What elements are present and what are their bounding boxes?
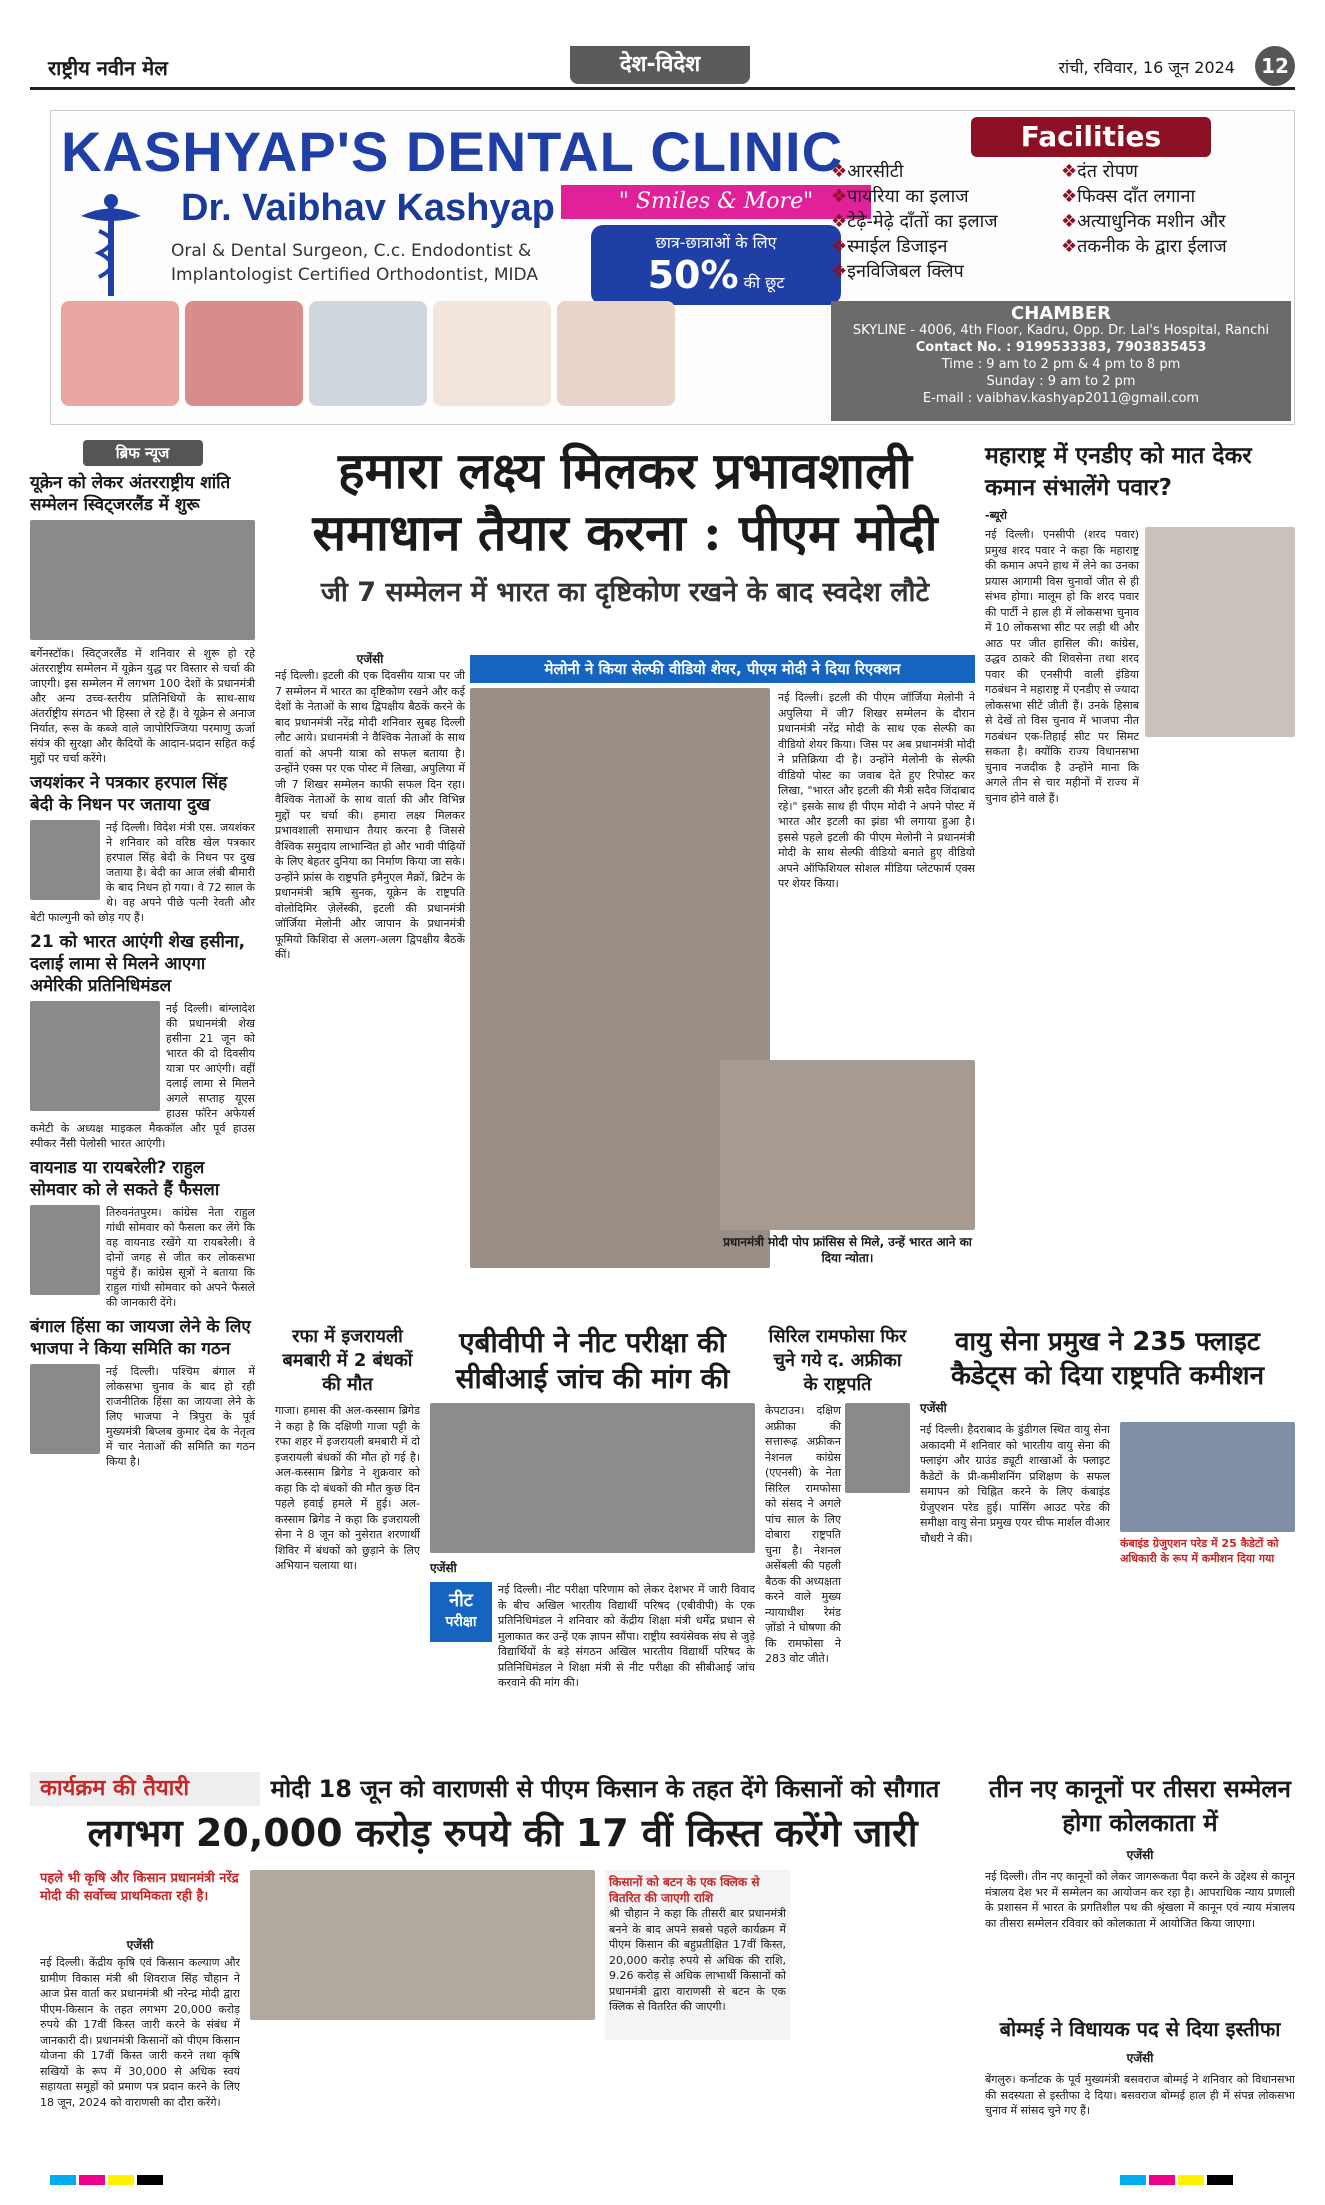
lead-story [275,440,975,609]
rafah-story [275,1325,420,1733]
meloni-strip: मेलोनी ने किया सेल्फी वीडियो शेयर, पीएम मोदी ने दिया रिएक्शन [470,655,975,683]
pm-kisan-side-note: पहले भी कृषि और किसान प्रधानमंत्री नरेंद्र मोदी की सर्वोच्च प्राथमिकता रही है। [40,1871,239,1904]
brief-body: नई दिल्ली। बांग्लादेश की प्रधानमंत्री शेख हसीना 21 जून को भारत की दो दिवसीय यात्रा पर आएंगी। वहीं दलाई लामा से मिलने अगले सप्ताह यूएस हाउस फॉरेन अफेयर्स कमेटी के अध्यक्ष माइकल मैककॉल और पूर्व हाउस स्पीकर नैंसी पेलोसी भारत आएंगी। [30,1002,255,1150]
brief-body: नई दिल्ली। विदेश मंत्री एस. जयशंकर ने शनिवार को वरिष्ठ खेल पत्रकार हरपाल सिंह बेदी के निधन पर दुख जताया है। बेदी का आज लंबी बीमारी के बाद निधन हो गया। वे 72 साल के थे। वह अपने पीछे पत्नी रेवती और बेटी फाल्गुनी को छोड़ गए हैं। [30,821,255,924]
iaf-agency: एजेंसी [920,1401,947,1415]
tagline: " Smiles & More" [561,185,871,219]
new-laws-agency: एजेंसी [1126,1848,1154,1862]
brief-headline: वायनाड या रायबरेली? राहुल सोमवार को ले सकते हैं फैसला [30,1158,220,1200]
abvp-photo [430,1403,755,1553]
ramaphosa-body: केपटाउन। दक्षिण अफ्रीका की सत्तारूढ़ अफ्रीकन नेशनल कांग्रेस (एएनसी) के नेता सिरिल रामफोसा को संसद ने अगले पांच साल के लिए दोबारा राष्ट्रपति चुना है। नेशनल असेंबली की पहली बैठक की अध्यक्षता करने वाले मुख्य न्यायाधीश रेमंड ज़ोंडो ने घोषणा की कि रामफोसा ने 283 वोट जीते। [765,1404,841,1665]
bommai-body: बेंगलुरु। कर्नाटक के पूर्व मुख्यमंत्री बसवराज बोम्मई ने शनिवार को विधानसभा की सदस्यता से इस्तीफा दे दिया। बसवराज बोम्मई हाल ही में संपन्न लोकसभा चुनाव में सांसद चुने गए हैं। [985,2073,1295,2117]
iaf-story [920,1325,1295,1752]
smile-image [433,301,551,406]
dateline: रांची, रविवार, 16 जून 2024 [1058,58,1235,77]
iaf-headline: वायु सेना प्रमुख ने 235 फ्लाइट कैडेट्स को दिया राष्ट्रपति कमीशन [950,1327,1265,1391]
facilities-list-left: ❖ आरसीटी ❖ पायरिया का इलाज ❖ टेढ़े-मेढ़े दाँतों का इलाज ❖ स्माईल डिजाइन ❖ इनविजिबल क्लिप [831,159,998,284]
masthead: राष्ट्रीय नवीन मेल [48,56,168,80]
new-laws-headline: तीन नए कानूनों पर तीसरा सम्मेलन होगा कोलकाता में [988,1775,1292,1837]
doctor-qualifications: Oral & Dental Surgeon, C.c. Endodontist & Implantologist Certified Orthodontist, MIDA [171,241,538,285]
dental-clinic-ad [50,110,1295,425]
student-offer: छात्र-छात्राओं के लिए 50% की छूट [591,225,841,305]
dental-bridge-image [185,301,303,406]
rahul-gandhi-photo [30,1205,100,1295]
lead-headline-line2: समाधान तैयार करना : पीएम मोदी [312,503,938,562]
lead-subheadline: जी 7 सम्मेलन में भारत का दृष्टिकोण रखने के बाद स्वदेश लौटे [320,577,930,608]
brief-news-title: ब्रिफ न्यूज [83,440,203,466]
brief-body: बर्गेनस्टॉक। स्विट्जरलैंड में शनिवार से शुरू हो रहे अंतरराष्ट्रीय सम्मेलन में यूक्रेन युद्ध पर विस्तार से चर्चा की जाएगी। इस सम्मेलन में लगभग 100 देशों के प्रधानमंत्री और अन्य उच्च-स्तरीय प्रतिनिधियों के साथ-साथ अंतर्राष्ट्रीय संगठन भी हिस्सा ले रहे हैं। वे यूक्रेन से अनाज निर्यात, रूस के कब्जे वाले जापोरिज्जिया परमाणु ऊर्जा संयंत्र की सुरक्षा और कैदियों के आदान-प्रदान सहित कई मुद्दों पर चर्चा करेंगे। [30,647,255,765]
meloni-body: नई दिल्ली। इटली की पीएम जॉर्जिया मेलोनी ने अपुलिया में जी7 शिखर सम्मेलन के दौरान प्रधानमंत्री नरेंद्र मोदी के साथ एक सेल्फी का वीडियो शेयर किया। जिस पर अब प्रधानमंत्री मोदी ने प्रतिक्रिया दी है। उन्होंने मेलोनी के सेल्फी वीडियो पोस्ट का जवाब देते हुए रिपोस्ट कर लिखा, "भारत और इटली की मैत्री सदैव जिंदाबाद रहे।" इसके साथ ही पीएम मोदी ने अपने पोस्ट में भारत और इटली का झंडा भी लगाया हुआ है। इससे पहले इटली की पीएम मेलोनी ने प्रधानमंत्री मोदी के साथ सेल्फी वीडियो बनाते हुए वीडियो अपने ऑफिशियल सोशल मीडिया प्लेटफार्म एक्स पर शेयर किया। [778,691,975,890]
brief-headline: जयशंकर ने पत्रकार हरपाल सिंह बेदी के निधन पर जताया दुख [30,773,228,815]
cadets-photo [1120,1422,1295,1532]
bommai-headline: बोम्मई ने विधायक पद से दिया इस्तीफा [999,2017,1281,2041]
page-header [30,46,1295,90]
child-patient-image [557,301,675,406]
new-laws-body: नई दिल्ली। तीन नए कानूनों को लेकर जागरूकता पैदा करने के उद्देश्य से कानून मंत्रालय देश भर में सम्मेलन का आयोजन कर रहा है। आपराधिक न्याय प्रणाली के प्रशासन में भारत के प्रगतिशील पथ की श्रृंखला में कानून एवं न्याय मंत्रालय का तीसरा सम्मेलन रविवार को कोलकाता में आयोजित किया जाएगा। [985,1870,1295,1930]
soldiers-photo [30,520,255,640]
pawar-headline: महाराष्ट्र में एनडीए को मात देकर कमान संभालेंगे पवार? [985,443,1252,501]
lead-agency: एजेंसी [356,652,384,666]
bommai-agency: एजेंसी [1126,2051,1154,2065]
abvp-agency: एजेंसी [430,1561,457,1575]
pm-kisan-headline: लगभग 20,000 करोड़ रुपये की 17 वीं किस्त करेंगे जारी [87,1811,918,1855]
iaf-body: नई दिल्ली। हैदराबाद के डुंडीगल स्थित वायु सेना अकादमी में शनिवार को भारतीय वायु सेना की फ्लाइंग और ग्राउंड ड्यूटी शाखाओं के फ्लाइट कैडेटों के प्री-कमीशनिंग प्रशिक्षण के सफल समापन को चिह्नित करने के लिए कंबाइंड ग्रेजुएशन परेड हुई। पासिंग आउट परेड की समीक्षा वायु सेना प्रमुख एयर चीफ मार्शल वीआर चौधरी ने की। [920,1423,1110,1545]
sharad-pawar-photo [1145,527,1295,737]
brief-headline: बंगाल हिंसा का जायजा लेने के लिए भाजपा ने किया समिति का गठन [30,1317,251,1359]
chamber-info: CHAMBER SKYLINE - 4006, 4th Floor, Kadru, Opp. Dr. Lal's Hospital, Ranchi Contact No. : 9199533383, 7903835453 Time : 9 am to 2 pm & 4 pm to 8 pm Sunday : 9 am to 2 pm E-mail : vaibhav.kashyap2011@gmail.com [831,301,1291,421]
pawar-agency: -ब्यूरो [985,509,1007,522]
brief-body: नई दिल्ली। पश्चिम बंगाल में लोकसभा चुनाव के बाद हो रही राजनीतिक हिंसा का जायजा लेने के लिए भाजपा ने त्रिपुरा के पूर्व मुख्यमंत्री बिप्लब कुमार देब के नेतृत्व में चार नेताओं की समिति का गठन किया है। [106,1365,255,1468]
section-label: देश-विदेश [570,46,750,84]
dentures-image [61,301,179,406]
clinic-name: KASHYAP'S DENTAL CLINIC [61,120,844,183]
pm-kisan-body: नई दिल्ली। केंद्रीय कृषि एवं किसान कल्याण और ग्रामीण विकास मंत्री श्री शिवराज सिंह चौहान ने आज प्रेस वार्ता कर प्रधानमंत्री श्री नरेन्द्र मोदी द्वारा पीएम-किसान के तहत लगभग 20,000 करोड़ रुपये की 17वीं किस्त जारी करने के संबंध में जानकारी दी। प्रधानमंत्री किसानों को पीएम किसान योजना की 17वीं किस्त जारी करने तथा कृषि सखियों के रूप में 30,000 से अधिक स्वयं सहायता समूहों को प्रमाण पत्र प्रदान करने के लिए 18 जून, 2024 को वाराणसी का दौरा करेंगे। [40,1956,240,2109]
pm-kisan-kicker: मोदी 18 जून को वाराणसी से पीएम किसान के तहत देंगे किसानों को सौगात [270,1775,940,1803]
page-number: 12 [1255,46,1295,86]
pawar-story [985,440,1295,1287]
brief-headline: यूक्रेन को लेकर अंतरराष्ट्रीय शांति सम्मेलन स्विट्जरलैंड में शुरू [30,473,231,515]
rafah-body: गाजा। हमास की अल-कस्साम ब्रिगेड ने कहा है कि दक्षिणी गाजा पट्टी के रफा शहर में इजरायली बमबारी में दो इजरायली बंधकों की मौत हो गई है। अल-कस्साम ब्रिगेड ने शुक्रवार को कहा कि दो बंधकों की मौत कुछ दिन पहले हवाई हमले में हुई। अल-कस्साम ब्रिगेड ने कहा कि इजरायली सेना ने 8 जून को नुसेरात शरणार्थी शिविर में बंधकों को छुड़ाने के लिए अभियान चलाया था। [275,1404,420,1572]
pawar-body: नई दिल्ली। एनसीपी (शरद पवार) प्रमुख शरद पवार ने कहा कि महाराष्ट्र की कमान अपने हाथ में लेने का उनका प्रयास आगामी विस चुनावों जीत से ही संभव होगा। मालूम हो कि शरद पवार की पार्टी ने हाल ही में लोकसभा चुनाव में 10 लोकसभा सीट पर लड़ी थी और आठ पर जीत हासिल की। कांग्रेस, उद्धव ठाकरे की शिवसेना तथा शरद पवार की एनसीपी वाली इंडिया गठबंधन ने महाराष्ट्र में एनडीए से ज्यादा लोकसभा सीटें जीती हैं। उनके हिसाब से देखें तो विस चुनाव में भाजपा नीत गठबंधन एक-तिहाई सीट पर सिमट सकता है। क्योंकि राज्य विधानसभा चुनाव नजदीक है उन्होंने माना कि अगले तीन से चार महीनों में राज्य में चुनाव होने वाले हैं। [985,528,1139,805]
brief-headline: 21 को भारत आएंगी शेख हसीना, दलाई लामा से मिलने आएगा अमेरिकी प्रतिनिधिमंडल [30,932,246,996]
facilities-title: Facilities [971,117,1211,157]
doctor-name: Dr. Vaibhav Kashyap [181,187,555,229]
brief-news-column [30,440,255,1740]
ramaphosa-story [765,1325,910,1723]
harpal-bedi-photo [30,820,100,900]
pope-caption: प्रधानमंत्री मोदी पोप फ्रांसिस से मिले, उन्हें भारत आने का दिया न्योता। [723,1235,972,1265]
ramaphosa-headline: सिरिल रामफोसा फिर चुने गये द. अफ्रीका के राष्ट्रपति [768,1326,907,1395]
pm-kisan-box-body: श्री चौहान ने कहा कि तीसरी बार प्रधानमंत्री बनने के बाद अपने सबसे पहले कार्यक्रम में पीएम किसान की बहुप्रतीक्षित 17वीं किस्त, 20,000 करोड़ रुपये से अधिक की राशि, 9.26 करोड़ से अधिक लाभार्थी किसानों को प्रधानमंत्री द्वारा वाराणसी से बटन के एक क्लिक से वितरित की जाएगी। [609,1907,786,2013]
ad-photos [51,301,801,411]
abvp-headline: एबीवीपी ने नीट परीक्षा की सीबीआई जांच की मांग की [455,1326,730,1395]
new-laws-story [985,1772,1295,2142]
caduceus-icon [71,191,151,301]
modi-pope-photo [720,1060,975,1230]
press-conference-photo [250,1870,595,2020]
facilities-list-right: ❖ दंत रोपण ❖ फिक्स दाँत लगाना ❖ अत्याधुनिक मशीन और ❖ तकनीक के द्वारा ईलाज [1061,159,1227,259]
ramaphosa-photo [845,1403,910,1493]
registration-marks [50,2170,166,2189]
neet-badge: नीट परीक्षा [430,1582,492,1642]
program-prep-label: कार्यक्रम की तैयारी [30,1772,260,1806]
nadda-photo [30,1364,100,1454]
implant-image [309,301,427,406]
pm-kisan-agency: एजेंसी [126,1938,154,1952]
pm-kisan-box [605,1870,790,2040]
abvp-story [430,1325,755,1782]
hasina-dalai-lama-photo [30,1001,160,1111]
lead-headline-line1: हमारा लक्ष्य मिलकर प्रभावशाली [338,441,912,500]
abvp-body: नई दिल्ली। नीट परीक्षा परिणाम को लेकर देशभर में जारी विवाद के बीच अखिल भारतीय विद्यार्थी परिषद (एबीवीपी) के एक प्रतिनिधिमंडल ने शनिवार को केंद्रीय शिक्षा मंत्री धर्मेंद्र प्रधान से मुलाकात कर उन्हें एक ज्ञापन सौंपा। राष्ट्रीय स्वयंसेवक संघ से जुड़े विद्यार्थियों के बड़े संगठन अखिल भारतीय विद्यार्थी परिषद के प्रतिनिधिमंडल ने शिक्षा मंत्री से नीट परीक्षा की सीबीआई जांच करवाने की मांग की। [498,1583,755,1689]
brief-body: तिरुवनंतपुरम। कांग्रेस नेता राहुल गांधी सोमवार को फैसला कर लेंगे कि वह वायनाड रखेंगे या रायबरेली। वे दोनों जगह से जीत कर लोकसभा पहुंचे हैं। कांग्रेस सूत्रों ने बताया कि राहुल गांधी सोमवार को अपने फैसले की जानकारी देंगे। [106,1206,255,1309]
pm-kisan-box-head: किसानों को बटन के एक क्लिक से वितरित की जाएगी राशि [609,1875,760,1905]
registration-marks [1120,2170,1236,2189]
rafah-headline: रफा में इजरायली बमबारी में 2 बंधकों की मौत [282,1326,413,1395]
lead-body: नई दिल्ली। इटली की एक दिवसीय यात्रा पर जी 7 सम्मेलन में भारत का दृष्टिकोण रखने और कई देशों के नेताओं के साथ द्विपक्षीय बैठकें करने के बाद प्रधानमंत्री नरेंद्र मोदी शनिवार सुबह दिल्ली लौट आये। प्रधानमंत्री ने वैश्विक नेताओं के साथ वार्ता को अपनी यात्रा को सफल बताया है। उन्होंने एक्स पर एक पोस्ट में लिखा, अपुलिया में जी 7 शिखर सम्मेलन काफी सफल दिन रहा। वैश्विक नेताओं के साथ वार्ता की और विभिन्न मुद्दों पर चर्चा की। हमारा लक्ष्य मिलकर प्रभावशाली समाधान तैयार करना है जिससे वैश्विक समुदाय लाभान्वित हो और भावी पीढ़ियों के लिए बेहतर दुनिया का निर्माण किया जा सके। उन्होंने फ्रांस के राष्ट्रपति इमैनुएल मैक्रों, ब्रिटेन के प्रधानमंत्री ऋषि सुनक, यूक्रेन के राष्ट्रपति वोलोदिमिर ज़ेलेंस्की, इटली की प्रधानमंत्री जॉर्जिया मेलोनी और जापान के प्रधानमंत्री फूमियो किशिदा से अलग-अलग द्विपक्षीय बैठकें कीं। [275,669,465,961]
cadets-caption: कंबाइंड ग्रेजुएशन परेड में 25 कैडेटों को अधिकारी के रूप में कमीशन दिया गया [1120,1537,1279,1565]
